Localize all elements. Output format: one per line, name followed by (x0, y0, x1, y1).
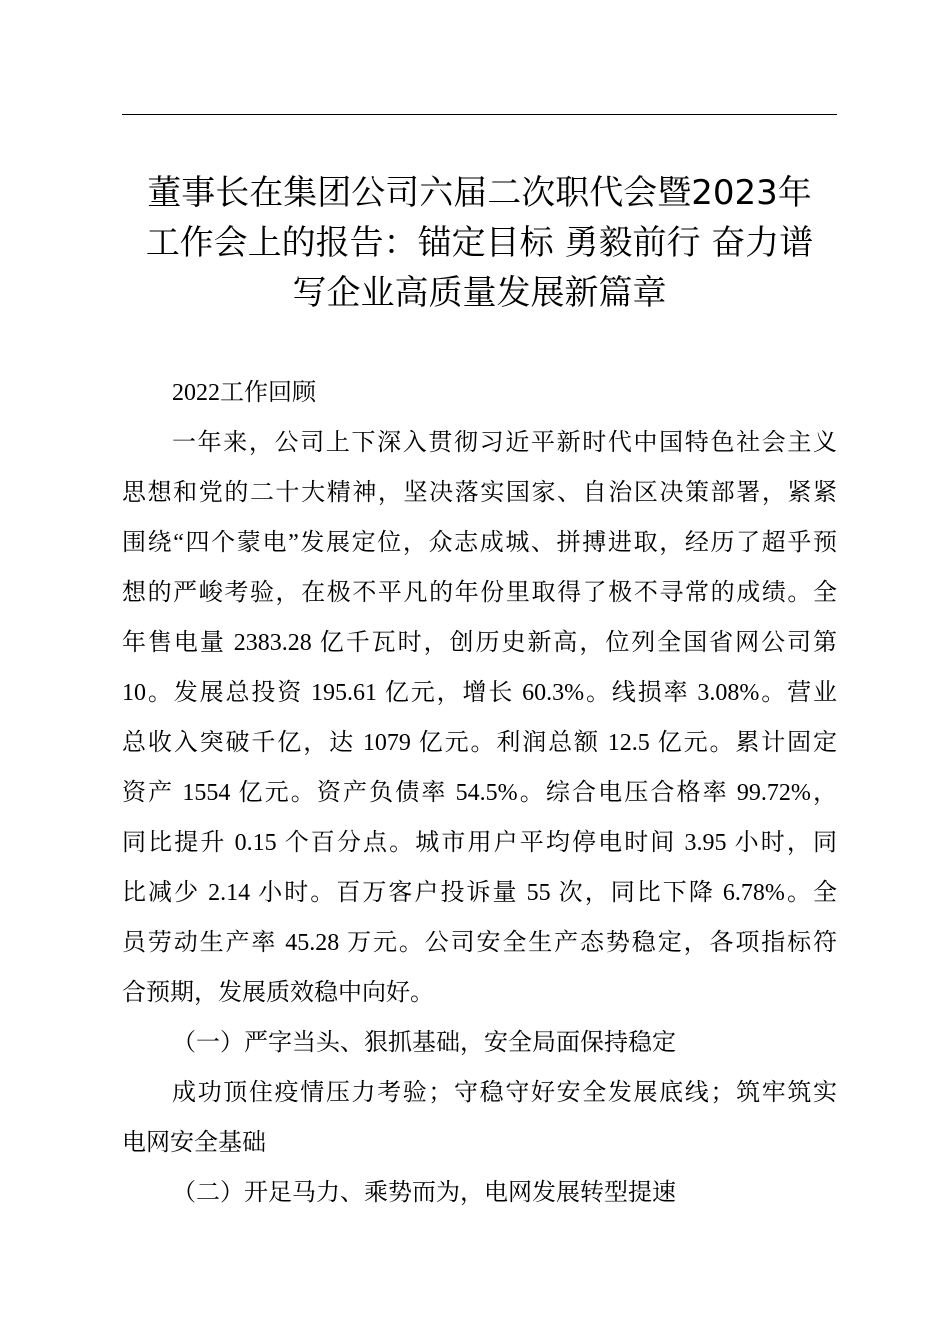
text-line: 电网安全基础 (122, 1130, 266, 1156)
text-line: 思想和党的二十大精神，坚决落实国家、自治区决策部署，紧紧 (122, 480, 837, 506)
text-line: 成功顶住疫情压力考验；守稳守好安全发展底线；筑牢筑实 (172, 1080, 837, 1106)
subheading-grid-development: （二）开足马力、乘势而为，电网发展转型提速 (172, 1180, 676, 1206)
document-title (122, 168, 837, 318)
paragraph-review-summary (122, 418, 837, 1018)
text-line: 一年来，公司上下深入贯彻习近平新时代中国特色社会主义 (172, 430, 837, 456)
text-line: 围绕“四个蒙电”发展定位，众志成城、拼搏进取，经历了超乎预 (122, 530, 837, 556)
document-body (122, 368, 837, 1218)
text-line: 10。发展总投资 195.61 亿元，增长 60.3%。线损率 3.08%。营业 (122, 680, 837, 706)
text-line: 资产 1554 亿元。资产负债率 54.5%。综合电压合格率 99.72%， (122, 780, 837, 806)
text-line: 合预期，发展质效稳中向好。 (122, 980, 434, 1006)
title-line: 写企业高质量发展新篇章 (292, 273, 667, 313)
text-line: 比减少 2.14 小时。百万客户投诉量 55 次，同比下降 6.78%。全 (122, 880, 837, 906)
paragraph-safety (122, 1068, 837, 1168)
title-line: 董事长在集团公司六届二次职代会暨2023年 (147, 173, 812, 213)
text-line: 总收入突破千亿，达 1079 亿元。利润总额 12.5 亿元。累计固定 (122, 730, 837, 756)
section-heading: 2022工作回顾 (172, 380, 316, 406)
text-line: 同比提升 0.15 个百分点。城市用户平均停电时间 3.95 小时，同 (122, 830, 837, 856)
text-line: 年售电量 2383.28 亿千瓦时，创历史新高，位列全国省网公司第 (122, 630, 837, 656)
subheading-safety: （一）严字当头、狠抓基础，安全局面保持稳定 (172, 1030, 676, 1056)
text-line: 员劳动生产率 45.28 万元。公司安全生产态势稳定，各项指标符 (122, 930, 837, 956)
title-line: 工作会上的报告：锚定目标 勇毅前行 奋力谱 (145, 223, 814, 263)
text-line: 想的严峻考验，在极不平凡的年份里取得了极不寻常的成绩。全 (122, 580, 837, 606)
header-rule (122, 114, 837, 115)
